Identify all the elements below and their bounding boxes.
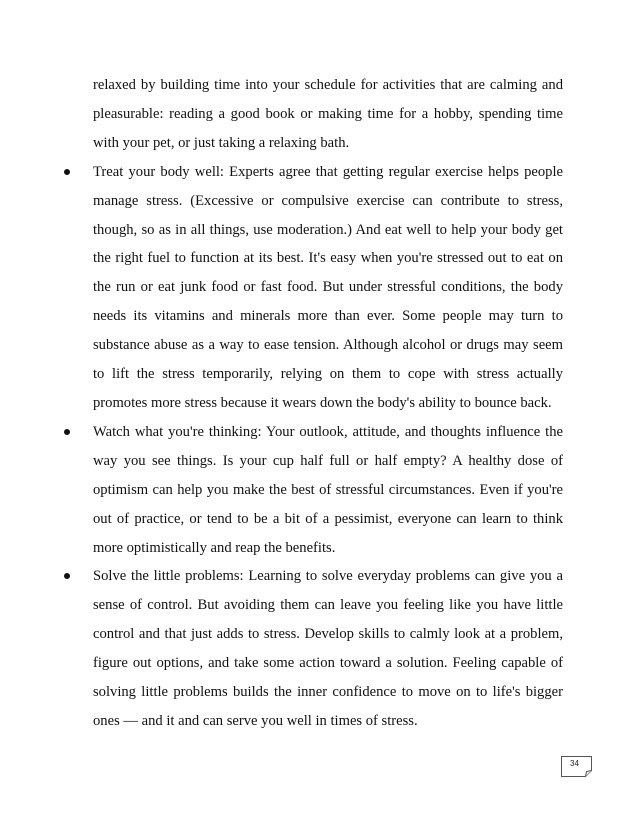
bullet-text: Watch what you're thinking: Your outlook, attitude, and thoughts influence the way you see things. Is your cup half full or half empty? A healthy dose of optimism can help you make the best of stressful circumstances. Even if you're out of practice, or tend to be a bit of a pessimist, everyone can learn to think more optimistically and reap the benefits. [93,423,563,556]
bullet-text: Treat your body well: Experts agree that getting regular exercise helps people manage stress. (Excessive or compulsive exercise can contribute to stress, though, so as in all things, use moderation.) And eat well to help your body get the right fuel to function at its best. It's easy when you're stressed out to eat on the run or eat junk food or fast food. But under stressful conditions, the body needs its vitamins and minerals more than ever. Some people may turn to substance abuse as a way to ease tension. Although alcohol or drugs may seem to lift the stress temporarily, relying on them to cope with stress actually promotes more stress because it wears down the body's ability to bounce back. [93,163,563,411]
bullet-text: Solve the little problems: Learning to solve everyday problems can give you a sense of control. But avoiding them can leave you feeling like you have little control and that just adds to stress. Develop skills to calmly look at a problem, figure out options, and take some action toward a solution. Feeling capable of solving little problems builds the inner confidence to move on to life's bigger ones — and it and can serve you well in times of stress. [93,568,563,729]
page-number: 34 [570,759,579,768]
bullet-icon [64,169,70,175]
bullet-item-problems [93,562,563,735]
continuation-paragraph: relaxed by building time into your schedule for activities that are calming and pleasurable: reading a good book or making time for a hobby, spending time with your pet, or just taking a relaxing bath. [93,77,563,151]
bullet-list [93,158,563,736]
bullet-item-exercise [93,158,563,418]
bullet-item-thinking [93,418,563,563]
bullet-icon [64,573,70,579]
bullet-icon [64,429,70,435]
document-body [93,71,563,736]
page-number-box [561,756,592,777]
